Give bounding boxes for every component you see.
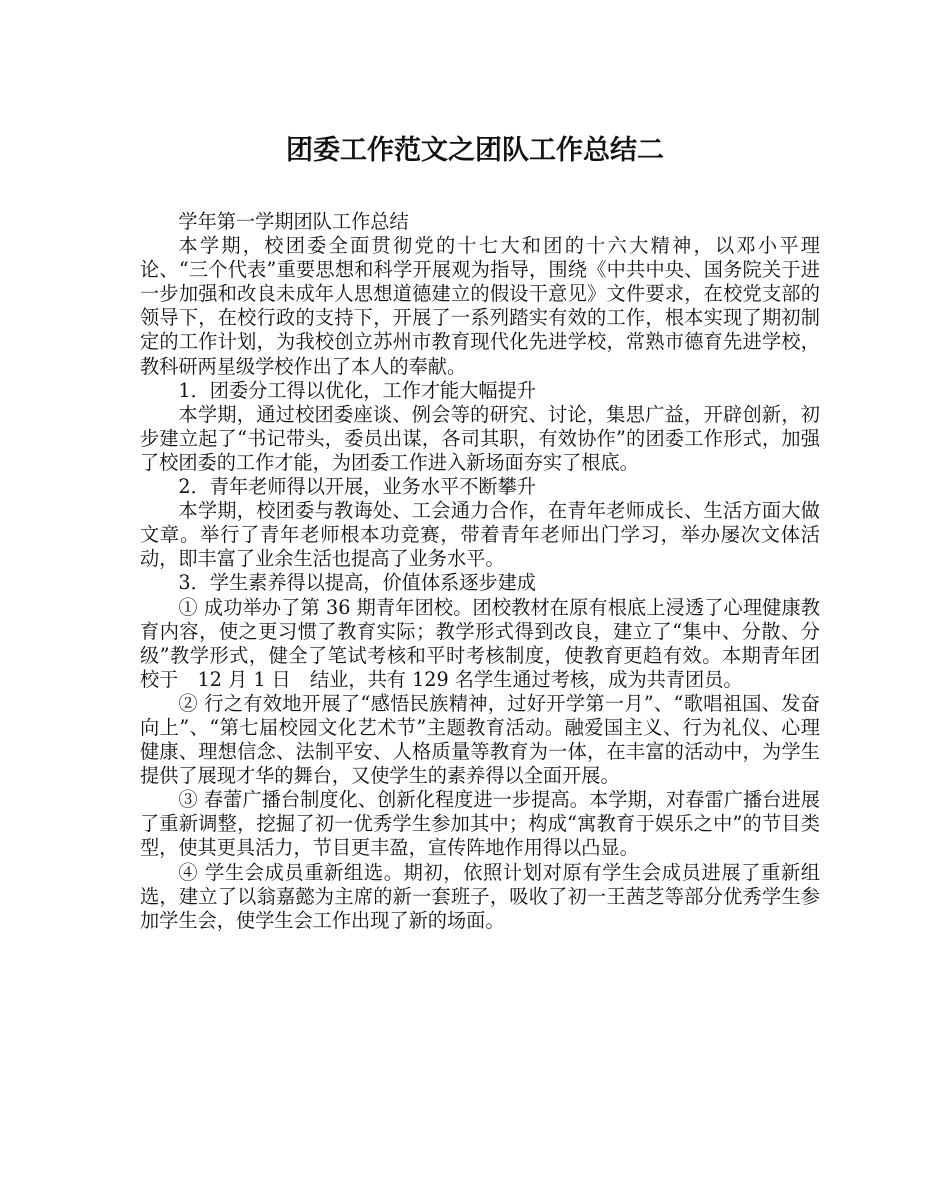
paragraph-item-2: ② 行之有效地开展了“感悟民族精神，过好开学第一月”、“歌唱祖国、发奋向上”、“第七届校园文化艺术节”主题教育活动。融爱国主义、行为礼仪、心理健康、理想信念、法制平安、人格质量等教育为一体，在丰富的活动中，为学生提供了展现才华的舞台，又使学生的素养得以全面开展。 bbox=[140, 691, 820, 788]
paragraph-item-4: ④ 学生会成员重新组选。期初，依照计划对原有学生会成员进展了重新组选，建立了以翁嘉懿为主席的新一套班子，吸收了初一王茜芝等部分优秀学生参加学生会，使学生会工作出现了新的场面。 bbox=[140, 860, 820, 932]
section-heading-2: 2．青年老师得以开展，业务水平不断攀升 bbox=[178, 475, 536, 499]
section-heading-3: 3．学生素养得以提高，价值体系逐步建成 bbox=[178, 571, 536, 595]
document-title: 团委工作范文之团队工作总结二 bbox=[286, 135, 664, 166]
section-heading-1: 1．团委分工得以优化，工作才能大幅提升 bbox=[178, 378, 536, 402]
paragraph-item-1: ① 成功举办了第 36 期青年团校。团校教材在原有根底上浸透了心理健康教育内容，使之更习惯了教育实际；教学形式得到改良，建立了“集中、分散、分级”教学形式，健全了笔试考核和平时考核制度，使教育更趋有效。本期青年团校于 12 月 1 日 结业，共有 129 名学生通过考核，成为共青团员。 bbox=[140, 595, 820, 691]
document-body bbox=[140, 210, 820, 933]
paragraph: 本学期，校团委与教诲处、工会通力合作，在青年老师成长、生活方面大做文章。举行了青年老师根本功竞赛，带着青年老师出门学习，举办屡次文体活动，即丰富了业余生活也提高了业务水平。 bbox=[140, 499, 820, 571]
paragraph: 本学期，校团委全面贯彻党的十七大和团的十六大精神，以邓小平理论、“三个代表”重要思想和科学开展观为指导，围绕《中共中央、国务院关于进一步加强和改良未成年人思想道德建立的假设干意见》文件要求，在校党支部的领导下，在校行政的支持下，开展了一系列踏实有效的工作，根本实现了期初制定的工作计划，为我校创立苏州市教育现代化先进学校，常熟市德育先进学校，教科研两星级学校作出了本人的奉献。 bbox=[140, 234, 820, 378]
paragraph-heading: 学年第一学期团队工作总结 bbox=[178, 210, 409, 233]
paragraph: 本学期，通过校团委座谈、例会等的研究、讨论，集思广益，开辟创新，初步建立起了“书记带头，委员出谋，各司其职，有效协作”的团委工作形式，加强了校团委的工作才能，为团委工作进入新场面夯实了根底。 bbox=[140, 402, 820, 474]
paragraph-item-3: ③ 春蕾广播台制度化、创新化程度进一步提高。本学期，对春雷广播台进展了重新调整，挖掘了初一优秀学生参加其中；构成“寓教育于娱乐之中”的节目类型，使其更具活力，节目更丰盈，宣传阵地作用得以凸显。 bbox=[140, 788, 820, 860]
